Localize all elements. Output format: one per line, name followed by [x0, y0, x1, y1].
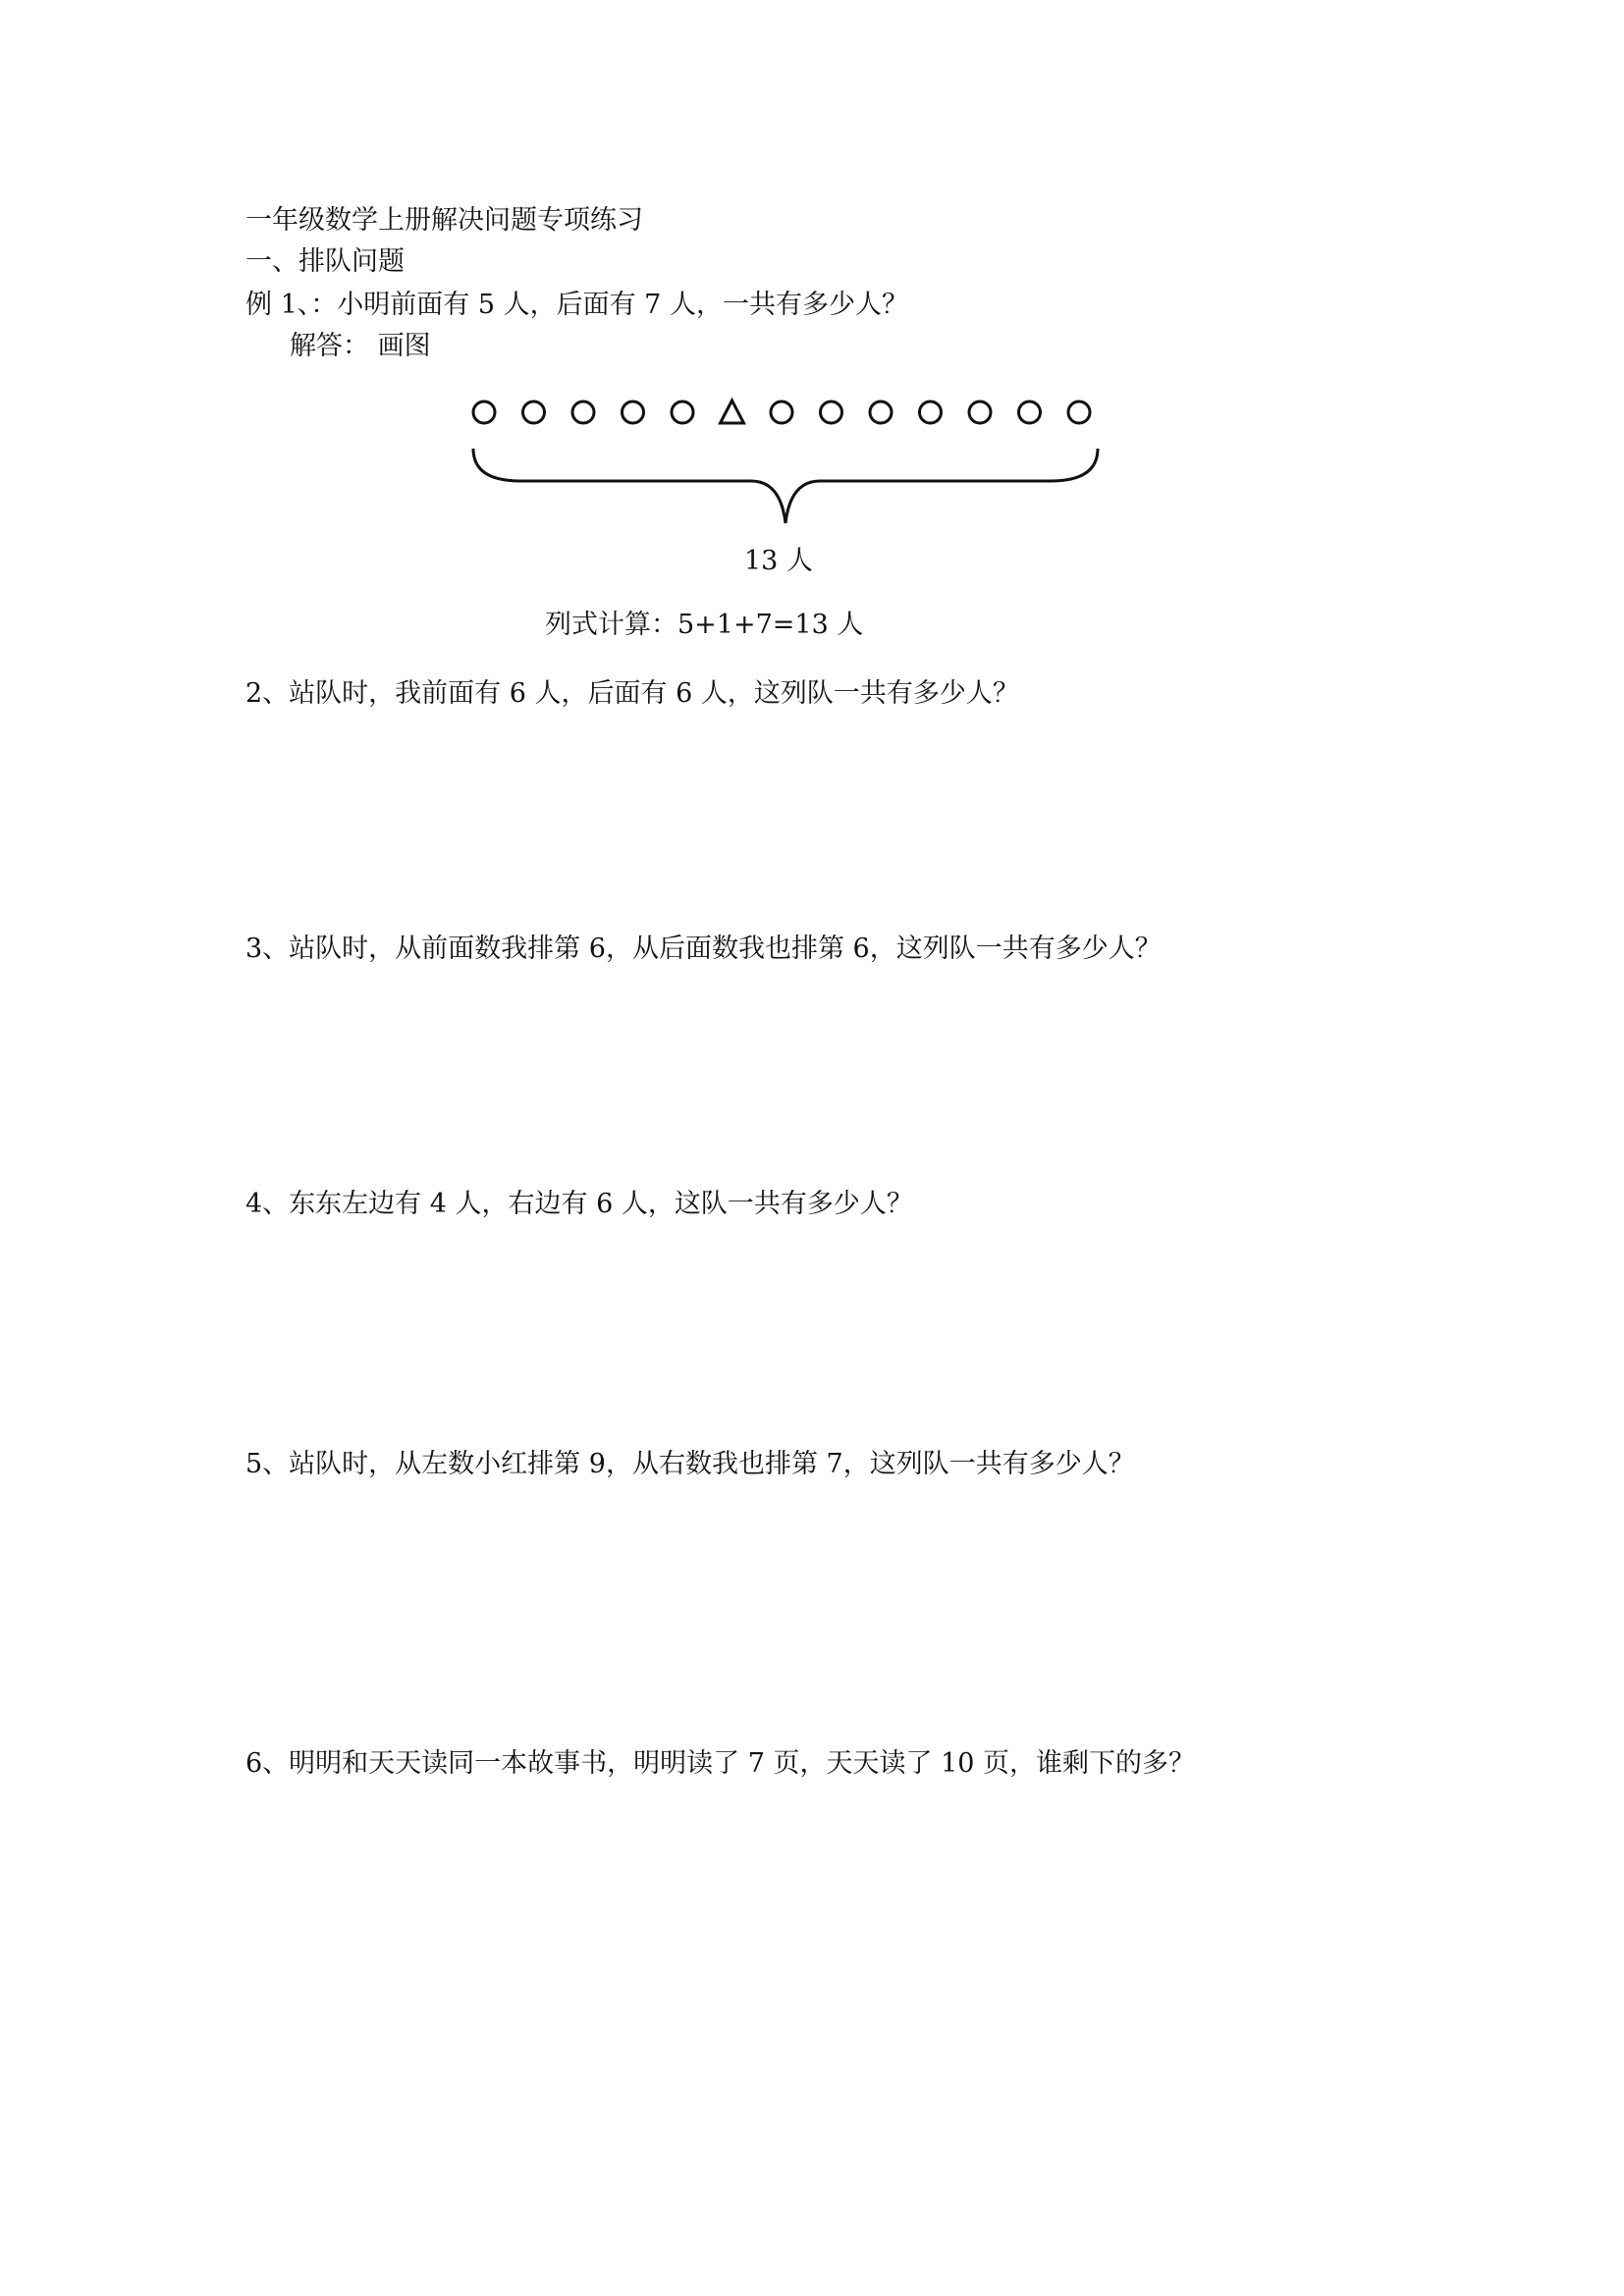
queue-circle-icon	[623, 401, 644, 423]
queue-circle-icon	[1068, 401, 1090, 423]
example-question: 例 1、：小明前面有 5 人，后面有 7 人，一共有多少人？	[245, 290, 908, 320]
question-6: 6、明明和天天读同一本故事书，明明读了 7 页，天天读了 10 页，谁剩下的多？	[245, 1748, 1196, 1779]
section-title: 一、排队问题	[245, 246, 405, 277]
brace	[473, 449, 1098, 523]
queue-circle-icon	[523, 401, 545, 423]
queue-circle-icon	[870, 401, 892, 423]
queue-circle-icon	[771, 401, 792, 423]
queue-circle-icon	[1019, 401, 1041, 423]
queue-shapes	[473, 400, 1090, 423]
total-label: 13 人	[744, 546, 813, 576]
question-4: 4、东东左边有 4 人，右边有 6 人，这队一共有多少人？	[245, 1189, 913, 1219]
queue-diagram	[461, 388, 1110, 535]
queue-diagram-svg	[461, 388, 1110, 535]
answer-label: 解答： 画图	[290, 331, 431, 361]
calculation-text: 列式计算：5+1+7=13 人	[545, 610, 864, 640]
queue-circle-icon	[969, 401, 991, 423]
queue-circle-icon	[473, 401, 495, 423]
question-3: 3、站队时，从前面数我排第 6，从后面数我也排第 6，这列队一共有多少人？	[245, 934, 1162, 964]
queue-circle-icon	[821, 401, 842, 423]
queue-circle-icon	[672, 401, 693, 423]
queue-triangle-icon	[721, 400, 744, 423]
question-5: 5、站队时，从左数小红排第 9，从右数我也排第 7，这列队一共有多少人？	[245, 1449, 1135, 1479]
queue-circle-icon	[572, 401, 594, 423]
page-title: 一年级数学上册解决问题专项练习	[245, 205, 643, 236]
question-2: 2、站队时，我前面有 6 人，后面有 6 人，这列队一共有多少人？	[245, 678, 1019, 709]
queue-circle-icon	[920, 401, 942, 423]
